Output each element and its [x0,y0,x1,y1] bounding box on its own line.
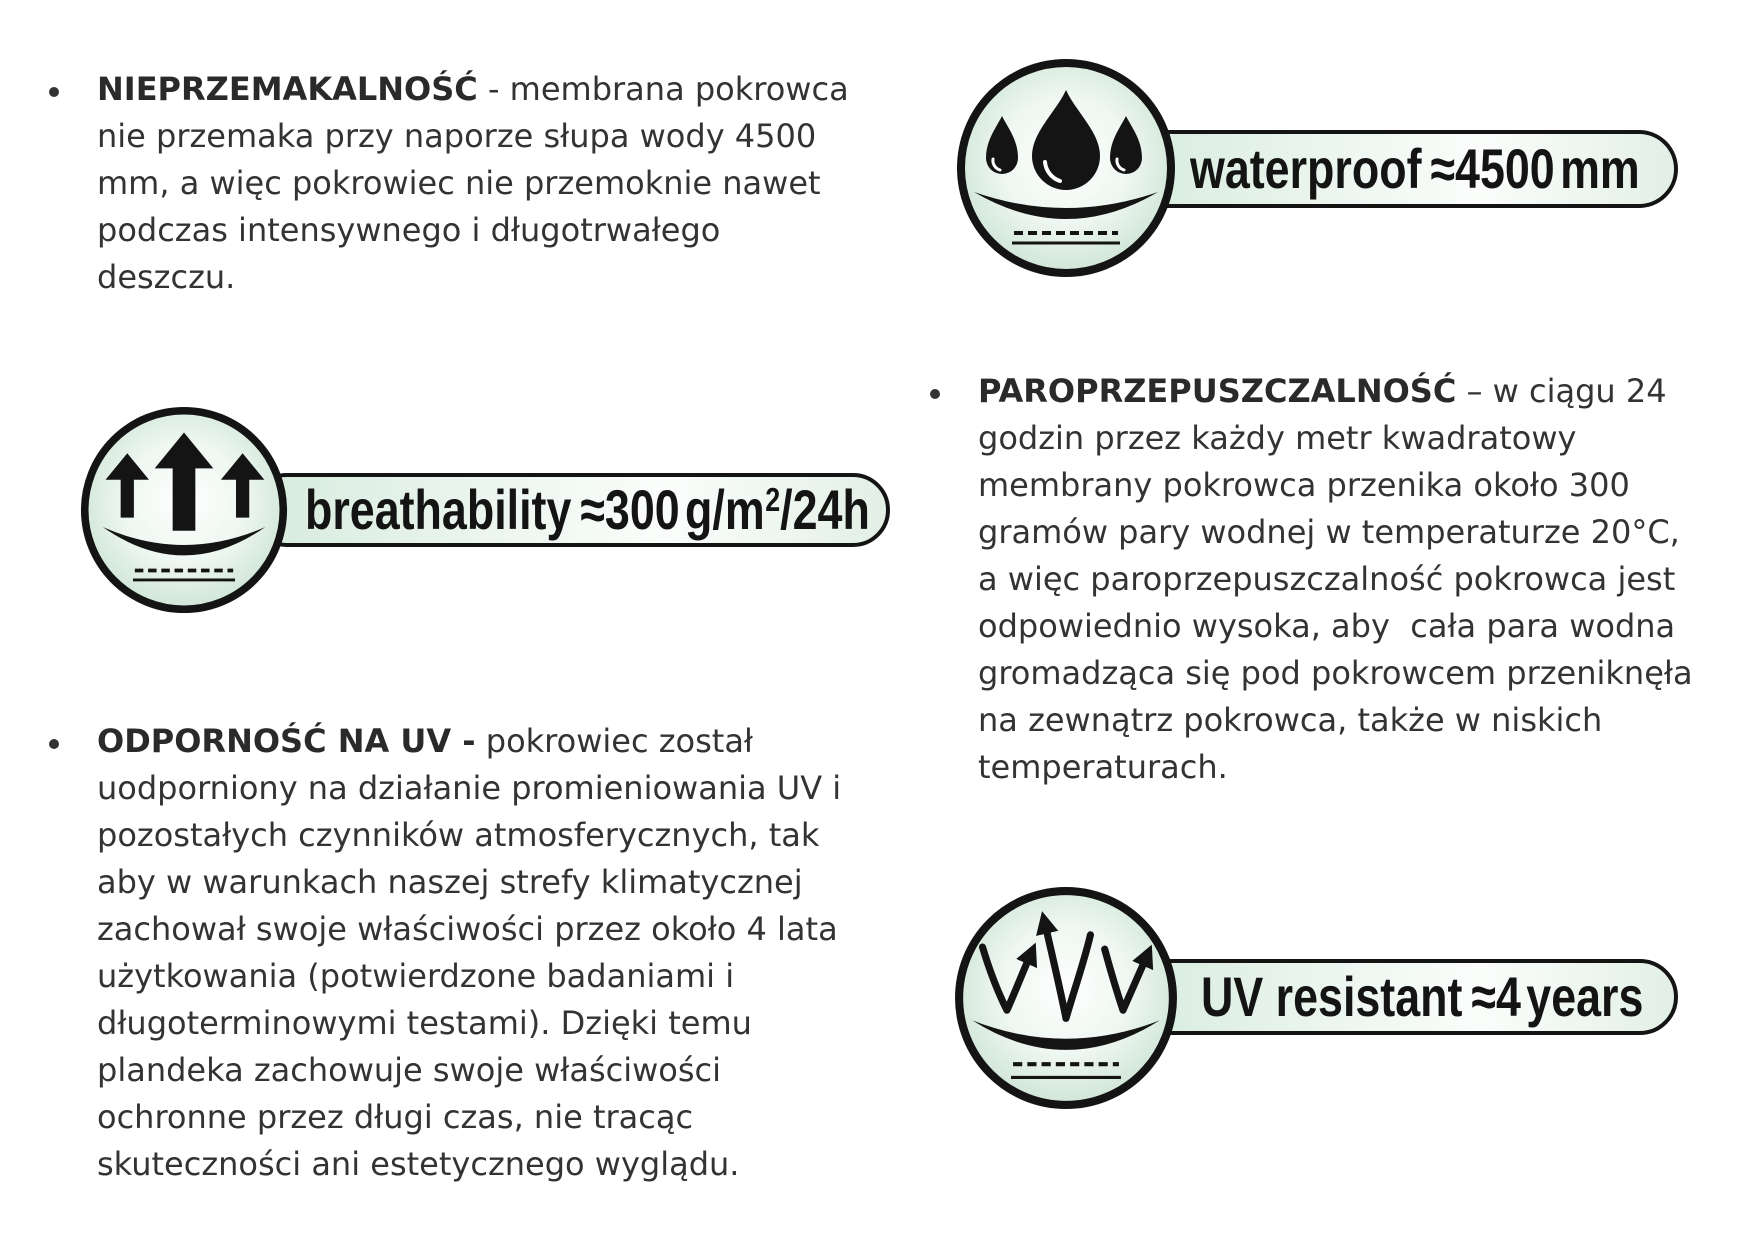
feature-breathability [978,368,1693,791]
badge-text [1190,137,1640,200]
up-arrows-icon [80,406,288,614]
feature-line: nie przemaka przy naporze słupa wody 4500 [97,117,817,155]
feature-uv-resistance [97,718,841,1188]
feature-line: aby w warunkach naszej strefy klimatycznej [97,863,803,901]
feature-line: gramów pary wodnej w temperaturze 20°C, [978,513,1680,551]
feature-line: a więc paroprzepuszczalność pokrowca jest [978,560,1676,598]
badge-pill [1120,959,1678,1035]
badge-text [1201,965,1644,1028]
feature-line: ochronne przez długi czas, nie tracąc [97,1098,694,1136]
feature-text: - membrana pokrowca [477,70,849,108]
feature-line: membrany pokrowca przenika około 300 [978,466,1630,504]
feature-title: PAROPRZEPUSZCZALNOŚĆ [978,372,1457,410]
feature-text: – w ciągu 24 [1456,372,1667,410]
badge-unit-superscript: 2 [765,481,781,519]
feature-line: pozostałych czynników atmosferycznych, tak [97,816,820,854]
feature-line: godzin przez każdy metr kwadratowy [978,419,1577,457]
feature-line [97,718,841,765]
feature-line: na zewnątrz pokrowca, także w niskich [978,701,1603,739]
bullet [49,87,59,97]
bullet [49,739,59,749]
feature-line: użytkowania (potwierdzone badaniami i [97,957,735,995]
badge-text [305,478,870,541]
bullet [930,389,940,399]
feature-line: podczas intensywnego i długotrwałego [97,211,721,249]
badge-label: waterproof [1190,137,1422,200]
badge-value: 4500 [1455,137,1555,200]
feature-line: uodporniony na działanie promieniowania UV i [97,769,842,807]
uv-rays-icon [954,886,1178,1110]
approx-symbol: ≈ [1430,137,1456,200]
feature-waterproof [97,66,849,301]
feature-title: NIEPRZEMAKALNOŚĆ [97,70,478,108]
feature-line: gromadząca się pod pokrowcem przeniknęła [978,654,1693,692]
badge-unit: mm [1560,137,1640,200]
water-drops-icon [956,58,1176,278]
feature-line: zachował swoje właściwości przez około 4 lata [97,910,838,948]
feature-line: mm, a więc pokrowiec nie przemoknie nawet [97,164,821,202]
badge-unit-tail: /24h [780,478,870,541]
approx-symbol: ≈ [1471,965,1496,1028]
circle-ring [959,891,1173,1105]
feature-line: odpowiednio wysoka, aby cała para wodna [978,607,1676,645]
badge-pill [250,473,890,547]
feature-line [97,66,849,113]
badge-value: 4 [1495,965,1521,1028]
feature-line: deszczu. [97,258,236,296]
badge-label: UV resistant [1201,965,1463,1028]
feature-line: skuteczności ani estetycznego wyglądu. [97,1145,740,1183]
badge-pill [1120,130,1678,208]
badge-label: breathability [305,478,572,541]
approx-symbol: ≈ [580,478,605,541]
feature-line: długoterminowymi testami). Dzięki temu [97,1004,752,1042]
badge-unit: g/m [685,478,765,541]
feature-text: pokrowiec został [475,722,754,760]
feature-line: plandeka zachowuje swoje właściwości [97,1051,722,1089]
feature-line: temperaturach. [978,748,1228,786]
badge-unit: years [1526,965,1644,1028]
feature-title: ODPORNOŚĆ NA UV - [97,722,476,760]
badge-value: 300 [604,478,680,541]
feature-line [978,368,1693,415]
